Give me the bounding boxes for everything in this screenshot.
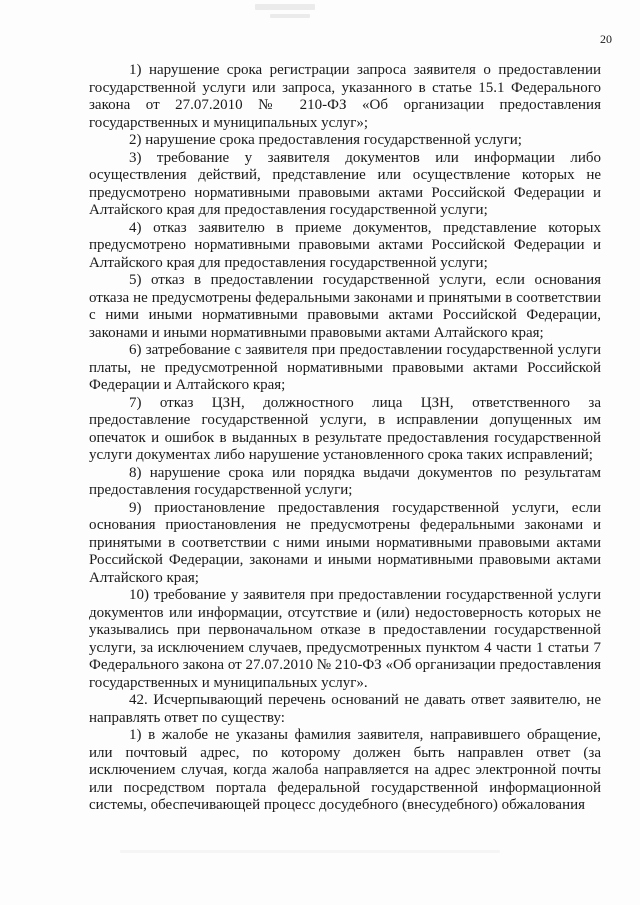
scan-artifact [255,4,315,10]
list-item: 4) отказ заявителю в приеме документов, представление которых предусмотрено нормативными правовыми актами Российской Федерации и Алтайского края для предоставления государственной услуги; [89,219,601,271]
list-item: 1) в жалобе не указаны фамилия заявителя, направившего обращение, или почтовый адрес, по которому должен быть направлен ответ (за исключением случая, когда жалоба направляется на адрес электронной почты или посредством портала федеральной государственной информационной системы, обеспечивающей процесс досудебного (внесудебного) обжалования [89,727,601,813]
page-number: 20 [600,32,612,46]
list-item: 1) нарушение срока регистрации запроса заявителя о предоставлении государственной услуги или запроса, указанного в статье 15.1 Федерального закона от 27.07.2010 № 210-ФЗ «Об организации предоставления государственных и муниципальных услуг»; [89,62,601,131]
list-item: 2) нарушение срока предоставления государственной услуги; [129,132,522,148]
list-item: 6) затребование с заявителя при предоставлении государственной услуги платы, не предусмотренной нормативными правовыми актами Российской Федерации и Алтайского края; [89,342,601,393]
document-body [89,62,601,815]
scan-artifact [120,850,500,853]
list-item: 9) приостановление предоставления государственной услуги, если основания приостановления не предусмотрены федеральными законами и принятыми в соответствии с ними иными нормативными правовыми актами Российской Федерации, законами и иными нормативными правовыми актами Алтайского края; [89,499,601,586]
list-item: 8) нарушение срока или порядка выдачи документов по результатам предоставления государственной услуги; [89,464,601,498]
list-item: 7) отказ ЦЗН, должностного лица ЦЗН, ответственного за предоставление государственной услуги, в исправлении допущенных им опечаток и ошибок в выданных в результате предоставления государственной услуги документах либо нарушение установленного срока таких исправлений; [89,394,601,463]
scan-artifact [270,14,310,18]
list-item: 3) требование у заявителя документов или информации либо осуществления действий, представление или осуществление которых не предусмотрено нормативными правовыми актами Российской Федерации и Алтайского края для предоставления государственной услуги; [89,149,601,218]
section-paragraph: 42. Исчерпывающий перечень оснований не давать ответ заявителю, не направлять ответ по существу: [89,692,601,726]
list-item: 10) требование у заявителя при предоставлении государственной услуги документов или информации, отсутствие и (или) недостоверность которых не указывались при первоначальном отказе в предоставлении государственной услуги, за исключением случаев, предусмотренных пунктом 4 части 1 статьи 7 Федерального закона от 27.07.2010 № 210-ФЗ «Об организации предоставления государственных и муниципальных услуг». [89,587,601,691]
list-item: 5) отказ в предоставлении государственной услуги, если основания отказа не предусмотрены федеральными законами и принятыми в соответствии с ними иными нормативными правовыми актами Российской Федерации, законами и иными нормативными правовыми актами Алтайского края; [89,272,601,341]
